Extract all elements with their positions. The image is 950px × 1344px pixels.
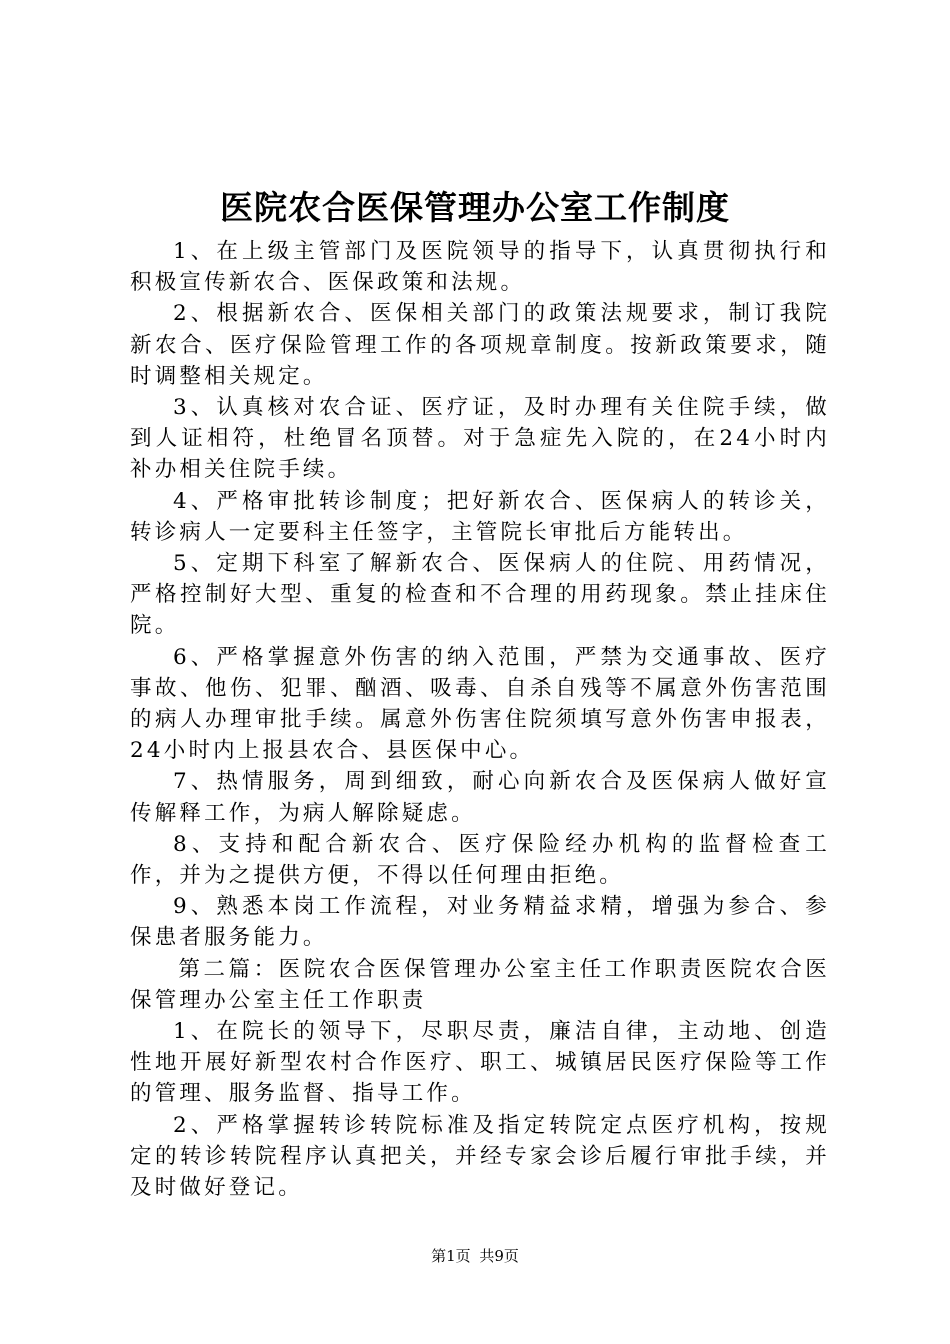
document-title: 医院农合医保管理办公室工作制度 bbox=[220, 188, 730, 227]
paragraph-2: 2、根据新农合、医保相关部门的政策法规要求，制订我院新农合、医疗保险管理工作的各项规章制度。按新政策要求，随时调整相关规定。 bbox=[130, 301, 830, 389]
paragraph-3: 3、认真核对农合证、医疗证，及时办理有关住院手续，做到人证相符，杜绝冒名顶替。对于急症先入院的，在24小时内补办相关住院手续。 bbox=[130, 395, 830, 483]
page-total: 共9页 bbox=[479, 1247, 519, 1265]
page-number: 第1页 bbox=[431, 1247, 471, 1265]
page-footer bbox=[0, 1246, 950, 1266]
section-heading: 第二篇：医院农合医保管理办公室主任工作职责医院农合医保管理办公室主任工作职责 bbox=[130, 956, 830, 1013]
paragraph-9: 9、熟悉本岗工作流程，对业务精益求精，增强为参合、参保患者服务能力。 bbox=[130, 894, 830, 951]
paragraph-7: 7、热情服务，周到细致，耐心向新农合及医保病人做好宣传解释工作，为病人解除疑虑。 bbox=[130, 769, 830, 826]
paragraph-11: 2、严格掌握转诊转院标准及指定转院定点医疗机构，按规定的转诊转院程序认真把关，并经专家会诊后履行审批手续，并及时做好登记。 bbox=[130, 1112, 830, 1201]
paragraph-6: 6、严格掌握意外伤害的纳入范围，严禁为交通事故、医疗事故、他伤、犯罪、酗酒、吸毒、自杀自残等不属意外伤害范围的病人办理审批手续。属意外伤害住院须填写意外伤害申报表，24小时内上报县农合、县医保中心。 bbox=[130, 644, 830, 764]
paragraph-5: 5、定期下科室了解新农合、医保病人的住院、用药情况，严格控制好大型、重复的检查和不合理的用药现象。禁止挂床住院。 bbox=[130, 551, 830, 639]
paragraph-8: 8、支持和配合新农合、医疗保险经办机构的监督检查工作，并为之提供方便，不得以任何理由拒绝。 bbox=[130, 831, 830, 889]
document-body bbox=[130, 236, 830, 1203]
paragraph-1: 1、在上级主管部门及医院领导的指导下，认真贯彻执行和积极宣传新农合、医保政策和法规。 bbox=[130, 239, 830, 296]
paragraph-4: 4、严格审批转诊制度；把好新农合、医保病人的转诊关，转诊病人一定要科主任签字，主管院长审批后方能转出。 bbox=[130, 488, 830, 545]
paragraph-10: 1、在院长的领导下，尽职尽责，廉洁自律，主动地、创造性地开展好新型农村合作医疗、职工、城镇居民医疗保险等工作的管理、服务监督、指导工作。 bbox=[130, 1019, 830, 1107]
